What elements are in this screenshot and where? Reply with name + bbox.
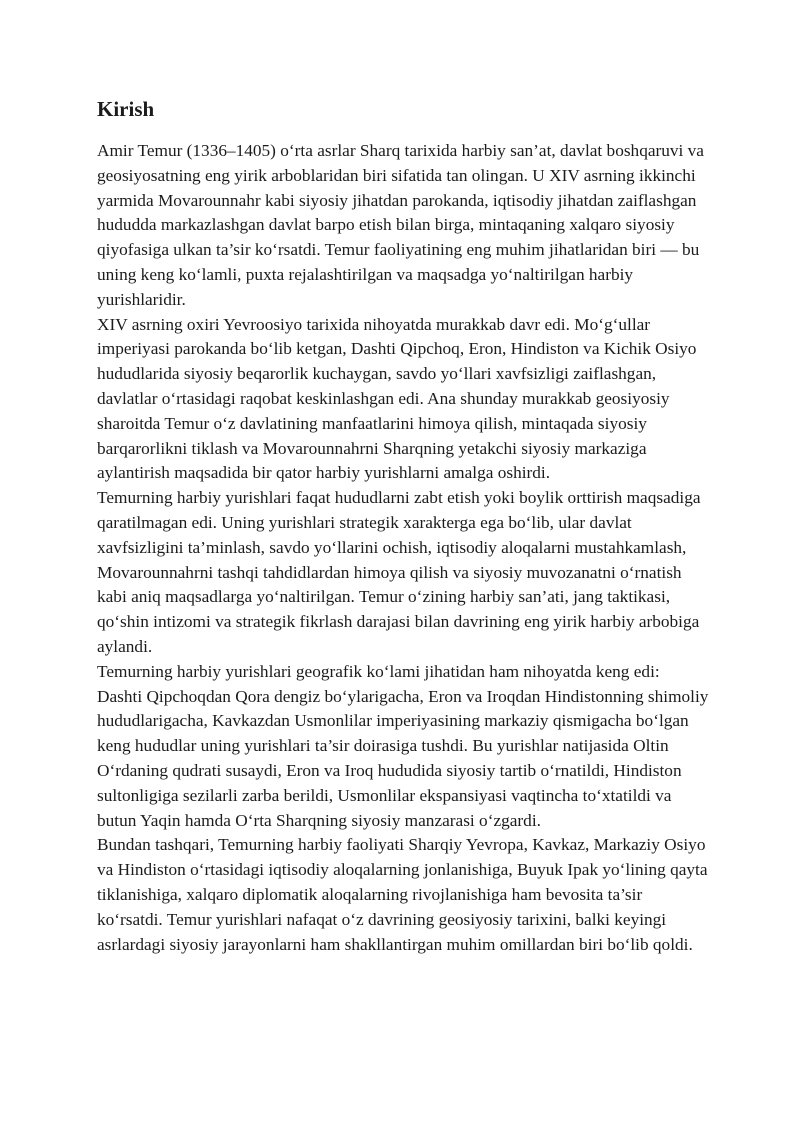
paragraph-5: Bundan tashqari, Temurning harbiy faoliyati Sharqiy Yevropa, Kavkaz, Markaziy Osiyo va Hindiston o‘rtasidagi iqtisodiy aloqalarning jonlanishiga, Buyuk Ipak yo‘lining qayta tiklanishiga, xalqaro diplomatik aloqalarning rivojlanishiga ham bevosita ta’sir ko‘rsatdi. Temur yurishlari nafaqat o‘z davrining geosiyosiy tarixini, balki keyingi asrlardagi siyosiy jarayonlarni ham shakllantirgan muhim omillardan biri bo‘lib qoldi. <box>97 835 708 954</box>
section-heading: Kirish <box>97 97 155 121</box>
paragraph-1: Amir Temur (1336–1405) o‘rta asrlar Sharq tarixida harbiy san’at, davlat boshqaruvi va geosiyosatning eng yirik arboblaridan biri sifatida tan olingan. U XIV asrning ikkinchi yarmida Movarounnahr kabi siyosiy jihatdan parokanda, iqtisodiy jihatdan zaiflashgan hududda markazlashgan davlat barpo etish bilan birga, mintaqaning xalqaro siyosiy qiyofasiga ulkan ta’sir ko‘rsatdi. Temur faoliyatining eng muhim jihatlaridan biri — bu uning keng ko‘lamli, puxta rejalashtirilgan va maqsadga yo‘naltirilgan harbiy yurishlaridir. <box>97 141 704 309</box>
paragraph-3: Temurning harbiy yurishlari faqat hududlarni zabt etish yoki boylik orttirish maqsadiga qaratilmagan edi. Uning yurishlari strategik xarakterga ega bo‘lib, ular davlat xavfsizligini ta’minlash, savdo yo‘llarini ochish, iqtisodiy aloqalarni mustahkamlash, Movarounnahrni tashqi tahdidlardan himoya qilish va siyosiy muvozanatni o‘rnatish kabi aniq maqsadlarga yo‘naltirilgan. Temur o‘zining harbiy san’ati, jang taktikasi, qo‘shin intizomi va strategik fikrlash darajasi bilan davrining eng yirik harbiy arbobiga aylandi. <box>97 488 701 656</box>
paragraph-4: Temurning harbiy yurishlari geografik ko‘lami jihatidan ham nihoyatda keng edi: Dashti Qipchoqdan Qora dengiz bo‘ylarigacha, Eron va Iroqdan Hindistonning shimoliy hududlarigacha, Kavkazdan Usmonlilar imperiyasining markaziy qismigacha bo‘lgan keng hududlar uning yurishlari ta’sir doirasiga tushdi. Bu yurishlar natijasida Oltin O‘rdaning qudrati susaydi, Eron va Iroq hududida siyosiy tartib o‘rnatildi, Hindiston sultonligiga sezilarli zarba berildi, Usmonlilar ekspansiyasi vaqtincha to‘xtatildi va butun Yaqin hamda O‘rta Sharqning siyosiy manzarasi o‘zgardi. <box>97 661 709 830</box>
paragraph-2: XIV asrning oxiri Yevroosiyo tarixida nihoyatda murakkab davr edi. Mo‘g‘ullar imperiyasi parokanda bo‘lib ketgan, Dashti Qipchoq, Eron, Hindiston va Kichik Osiyo hududlarida siyosiy beqarorlik kuchaygan, savdo yo‘llari xavfsizligi zaiflashgan, davlatlar o‘rtasidagi raqobat keskinlashgan edi. Ana shunday murakkab geosiyosiy sharoitda Temur o‘z davlatining manfaatlarini himoya qilish, mintaqada siyosiy barqarorlikni tiklash va Movarounnahrni Sharqning yetakchi siyosiy markaziga aylantirish maqsadida bir qator harbiy yurishlarni amalga oshirdi. <box>97 314 697 483</box>
document-page <box>97 95 709 957</box>
